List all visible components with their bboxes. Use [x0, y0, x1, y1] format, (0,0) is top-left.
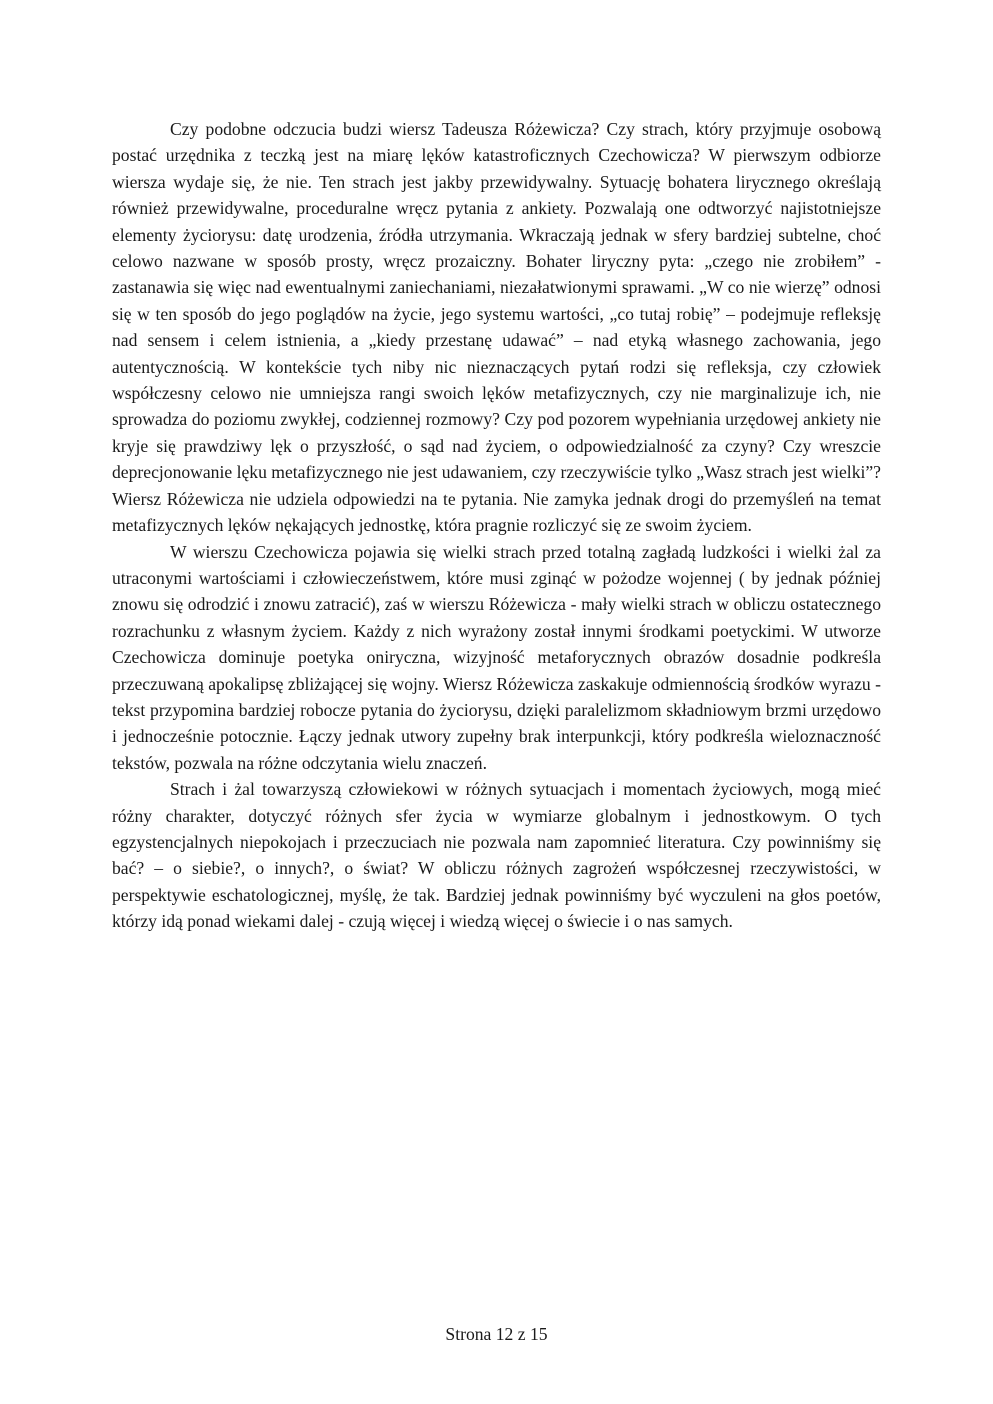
paragraph-2: W wierszu Czechowicza pojawia się wielki strach przed totalną zagładą ludzkości i wielki żal za utraconymi wartościami i człowieczeństwem, które musi zginąć w pożodze wojennej ( by jednak później znowu się odrodzić i znowu zatracić), zaś w wierszu Różewicza - mały wielki strach w obliczu ostatecznego rozrachunku z własnym życiem. Każdy z nich wyrażony został innymi środkami poetyckimi. W utworze Czechowicza dominuje poetyka oniryczna, wizyjność metaforycznych obrazów dosadnie podkreśla przeczuwaną apokalipsę zbliżającej się wojny. Wiersz Różewicza zaskakuje odmiennością środków wyrazu - tekst przypomina bardziej robocze pytania do życiorysu, dzięki paralelizmom składniowym brzmi urzędowo i jednocześnie potocznie. Łączy jednak utwory zupełny brak interpunkcji, który podkreśla wieloznaczność tekstów, pozwala na różne odczytania wielu znaczeń.	[112, 541, 881, 773]
essay-body	[112, 116, 881, 935]
page-number-footer: Strona 12 z 15	[445, 1324, 548, 1344]
paragraph-3: Strach i żal towarzyszą człowiekowi w różnych sytuacjach i momentach życiowych, mogą mieć różny charakter, dotyczyć różnych sfer życia w wymiarze globalnym i jednostkowym. O tych egzystencjalnych niepokojach i przeczuciach nie pozwala nam zapomnieć literatura. Czy powinniśmy się bać? – o siebie?, o innych?, o świat? W obliczu różnych zagrożeń współczesnej rzeczywistości, w perspektywie eschatologicznej, myślę, że tak. Bardziej jednak powinniśmy być wyczuleni na głos poetów, którzy idą ponad wiekami dalej - czują więcej i wiedzą więcej o świecie i o nas samych.	[112, 779, 881, 932]
paragraph-1: Czy podobne odczucia budzi wiersz Tadeusza Różewicza? Czy strach, który przyjmuje osobową postać urzędnika z teczką jest na miarę lęków katastroficznych Czechowicza? W pierwszym odbiorze wiersza wydaje się, że nie. Ten strach jest jakby przewidywalny. Sytuację bohatera lirycznego określają również przewidywalne, proceduralne wręcz pytania z ankiety. Pozwalają one odtworzyć najistotniejsze elementy życiorysu: datę urodzenia, źródła utrzymania. Wkraczają jednak w sfery bardziej subtelne, choć celowo nazwane w sposób prosty, wręcz prozaiczny. Bohater liryczny pyta: „czego nie zrobiłem” - zastanawia się więc nad ewentualnymi zaniechaniami, niezałatwionymi sprawami. „W co nie wierzę” odnosi się w ten sposób do jego poglądów na życie, jego systemu wartości, „co tutaj robię” – podejmuje refleksję nad sensem i celem istnienia, a „kiedy przestanę udawać” – nad etyką własnego zachowania, jego autentycznością. W kontekście tych niby nic nieznaczących pytań rodzi się refleksja, czy człowiek współczesny celowo nie umniejsza rangi swoich lęków metafizycznych, czy nie marginalizuje ich, nie sprowadza do poziomu zwykłej, codziennej rozmowy? Czy pod pozorem wypełniania urzędowej ankiety nie kryje się prawdziwy lęk o przyszłość, o sąd nad życiem, o odpowiedzialność za czyny? Czy wreszcie deprecjonowanie lęku metafizycznego nie jest udawaniem, czy rzeczywiście tylko „Wasz strach jest wielki”? Wiersz Różewicza nie udziela odpowiedzi na te pytania. Nie zamyka jednak drogi do przemyśleń na temat metafizycznych lęków nękających jednostkę, która pragnie rozliczyć się ze swoim życiem.	[112, 119, 881, 536]
